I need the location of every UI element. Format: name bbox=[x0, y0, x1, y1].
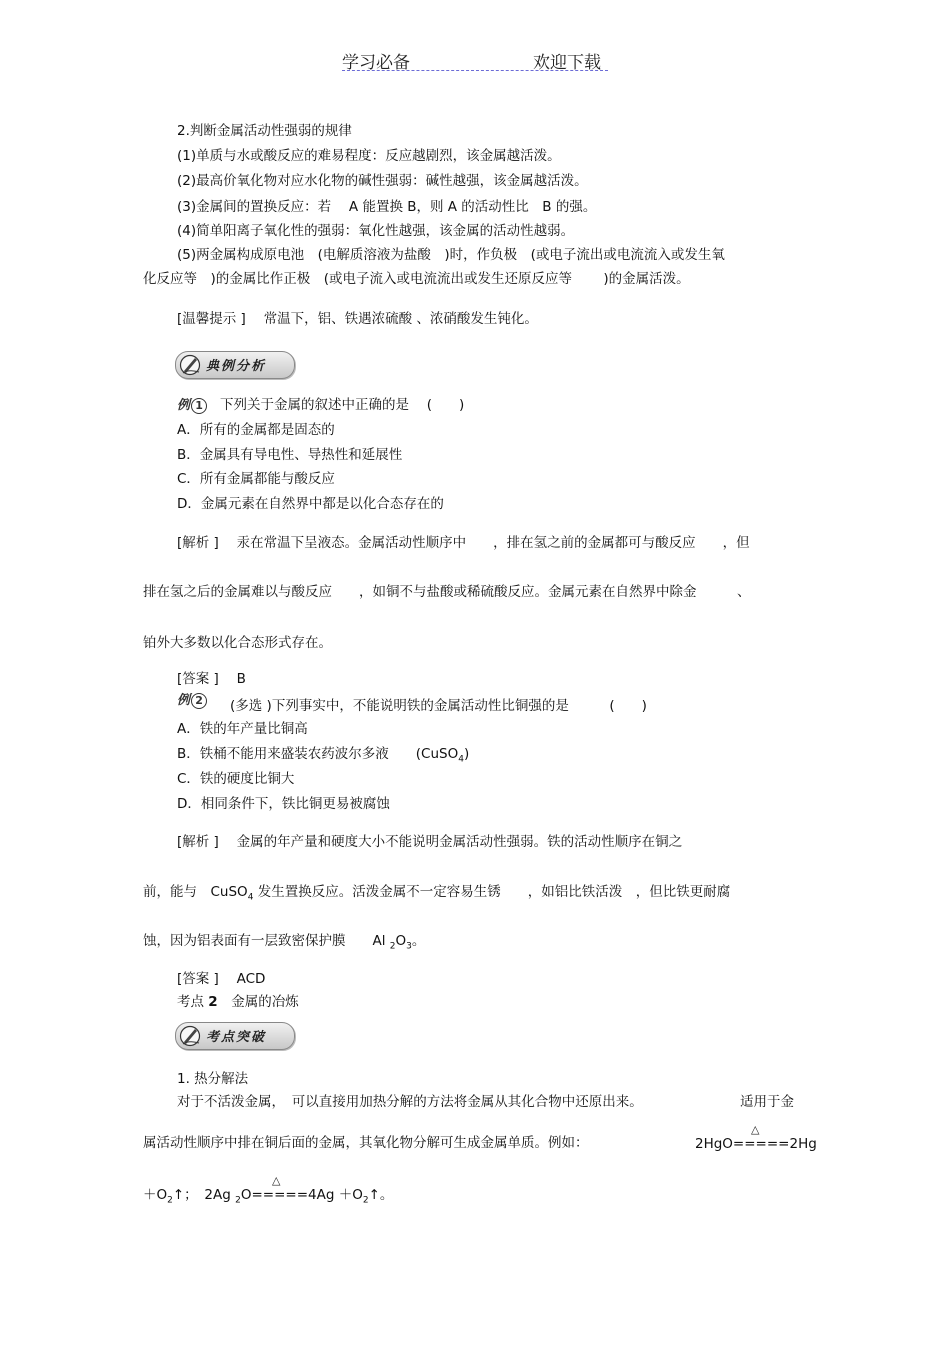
example-1-option-d: D．金属元素在自然界中都是以化合态存在的 bbox=[177, 496, 444, 512]
example-analysis-badge-text: 典例分析 bbox=[206, 359, 267, 374]
example-1-question: 下列关于金属的叙述中正确的是 ( ) bbox=[220, 397, 465, 413]
topic-2-heading bbox=[177, 993, 299, 1011]
example-2-analysis-line2-b: 发生置换反应。活泼金属不一定容易生锈 ，如铝比铁活泼 ，但比铁更耐腐 bbox=[253, 884, 731, 900]
example-2-option-a: A．铁的年产量比铜高 bbox=[177, 721, 308, 737]
example-2-option-b-text: B．铁桶不能用来盛装农药波尔多液 (CuSO bbox=[177, 746, 459, 762]
rule-1: (1)单质与水或酸反应的难易程度：反应越剧烈，该金属越活泼。 bbox=[177, 148, 561, 164]
example-2-analysis-line3-b: O bbox=[395, 933, 407, 949]
section-1-line3-c: O=====4Ag ＋O bbox=[240, 1187, 363, 1203]
header-divider bbox=[342, 70, 608, 71]
section-1-line3-a: ＋O bbox=[143, 1187, 168, 1203]
rule-4: (4)简单阳离子氧化性的强弱：氧化性越强，该金属的活动性越弱。 bbox=[177, 223, 575, 239]
example-1-label-text: 例 bbox=[177, 398, 191, 413]
example-1-number: 1 bbox=[191, 398, 207, 414]
section-1-line3 bbox=[143, 1186, 393, 1210]
example-2-label-text: 例 bbox=[177, 693, 191, 708]
example-2-analysis-line2-sub: 4 bbox=[247, 892, 254, 903]
example-2-analysis-line3-sub: 2 bbox=[389, 941, 396, 952]
example-2-question: (多选 )下列事实中，不能说明铁的金属活动性比铜强的是 ( ) bbox=[230, 698, 647, 714]
rules-title: 2.判断金属活动性强弱的规律 bbox=[177, 123, 352, 139]
example-2-label bbox=[177, 689, 207, 709]
pen-icon bbox=[179, 354, 203, 376]
section-1-line1-a: 对于不活泼金属， 可以直接用加热分解的方法将金属从其化合物中还原出来。 bbox=[177, 1094, 643, 1110]
example-1-analysis-line1: [解析 ] 汞在常温下呈液态。金属活动性顺序中 ，排在氢之前的金属都可与酸反应 ，但 bbox=[177, 535, 750, 551]
example-1-answer: [答案 ] B bbox=[177, 671, 246, 687]
example-analysis-badge bbox=[175, 351, 295, 379]
example-1-analysis-line2: 排在氢之后的金属难以与酸反应 ，如铜不与盐酸或稀硫酸反应。金属元素在自然界中除金 、 bbox=[143, 584, 751, 600]
example-2-option-d: D．相同条件下，铁比铜更易被腐蚀 bbox=[177, 796, 390, 812]
rule-5-line1: (5)两金属构成原电池 (电解质溶液为盐酸 )时，作负极 (或电子流出或电流流入或发生氧 bbox=[177, 247, 725, 263]
header-left: 学习必备 bbox=[342, 53, 410, 73]
example-1-label bbox=[177, 394, 207, 414]
example-1-analysis-line3: 铂外大多数以化合态形式存在。 bbox=[143, 635, 332, 651]
heat-symbol-1: △ bbox=[751, 1123, 760, 1136]
rule-5-line2: 化反应等 )的金属比作正极 (或电子流入或电流流出或发生还原反应等 )的金属活泼。 bbox=[143, 271, 690, 287]
heat-symbol-2: △ bbox=[272, 1174, 281, 1187]
rule-2: (2)最高价氧化物对应水化物的碱性强弱：碱性越强，该金属越活泼。 bbox=[177, 173, 588, 189]
topic-2-prefix: 考点 bbox=[177, 994, 209, 1010]
example-2-analysis-line3-a: 蚀，因为铝表面有一层致密保护膜 Al bbox=[143, 933, 390, 949]
equation-hgo: 2HgO=====2Hg bbox=[695, 1136, 817, 1152]
rule-3: (3)金属间的置换反应：若 A 能置换 B，则 A 的活动性比 B 的强。 bbox=[177, 199, 597, 215]
breakthrough-badge-text: 考点突破 bbox=[206, 1030, 267, 1045]
header-right: 欢迎下载 bbox=[533, 53, 601, 73]
section-1-line3-sub3: 2 bbox=[362, 1195, 369, 1206]
example-2-analysis-line3 bbox=[143, 932, 425, 956]
example-1-option-b: B．金属具有导电性、导热性和延展性 bbox=[177, 447, 403, 463]
example-2-analysis-line1: [解析 ] 金属的年产量和硬度大小不能说明金属活动性强弱。铁的活动性顺序在铜之 bbox=[177, 834, 683, 850]
section-1-title: 1. 热分解法 bbox=[177, 1071, 249, 1087]
example-2-number: 2 bbox=[191, 693, 207, 709]
topic-2-title: 金属的冶炼 bbox=[217, 994, 299, 1010]
breakthrough-badge bbox=[175, 1022, 295, 1050]
tip: [温馨提示 ] 常温下，铝、铁遇浓硫酸 、浓硝酸发生钝化。 bbox=[177, 311, 538, 327]
section-1-line2-a: 属活动性顺序中排在铜后面的金属，其氧化物分解可生成金属单质。例如： bbox=[143, 1135, 589, 1151]
topic-2-number: 2 bbox=[208, 994, 218, 1010]
section-1-line3-b: ↑； 2Ag bbox=[172, 1187, 236, 1203]
section-1-line3-sub2: 2 bbox=[235, 1195, 241, 1206]
example-2-option-b-end: ) bbox=[463, 746, 470, 762]
example-2-option-b bbox=[177, 745, 469, 769]
example-2-answer: [答案 ] ACD bbox=[177, 971, 266, 987]
section-1-line3-d: ↑。 bbox=[368, 1187, 394, 1203]
example-2-analysis-line2-a: 前，能与 CuSO bbox=[143, 884, 248, 900]
example-2-analysis-line3-c: 。 bbox=[411, 933, 426, 949]
example-2-option-b-subscript: 4 bbox=[458, 754, 464, 765]
section-1-line1-b: 适用于金 bbox=[740, 1094, 794, 1110]
example-2-analysis-line3-sub2: 3 bbox=[406, 941, 412, 952]
pen-icon bbox=[179, 1025, 203, 1047]
section-1-line3-sub: 2 bbox=[167, 1195, 173, 1206]
example-2-analysis-line2 bbox=[143, 883, 730, 907]
example-1-option-a: A．所有的金属都是固态的 bbox=[177, 422, 335, 438]
example-2-option-c: C．铁的硬度比铜大 bbox=[177, 771, 295, 787]
example-1-option-c: C．所有金属都能与酸反应 bbox=[177, 471, 335, 487]
